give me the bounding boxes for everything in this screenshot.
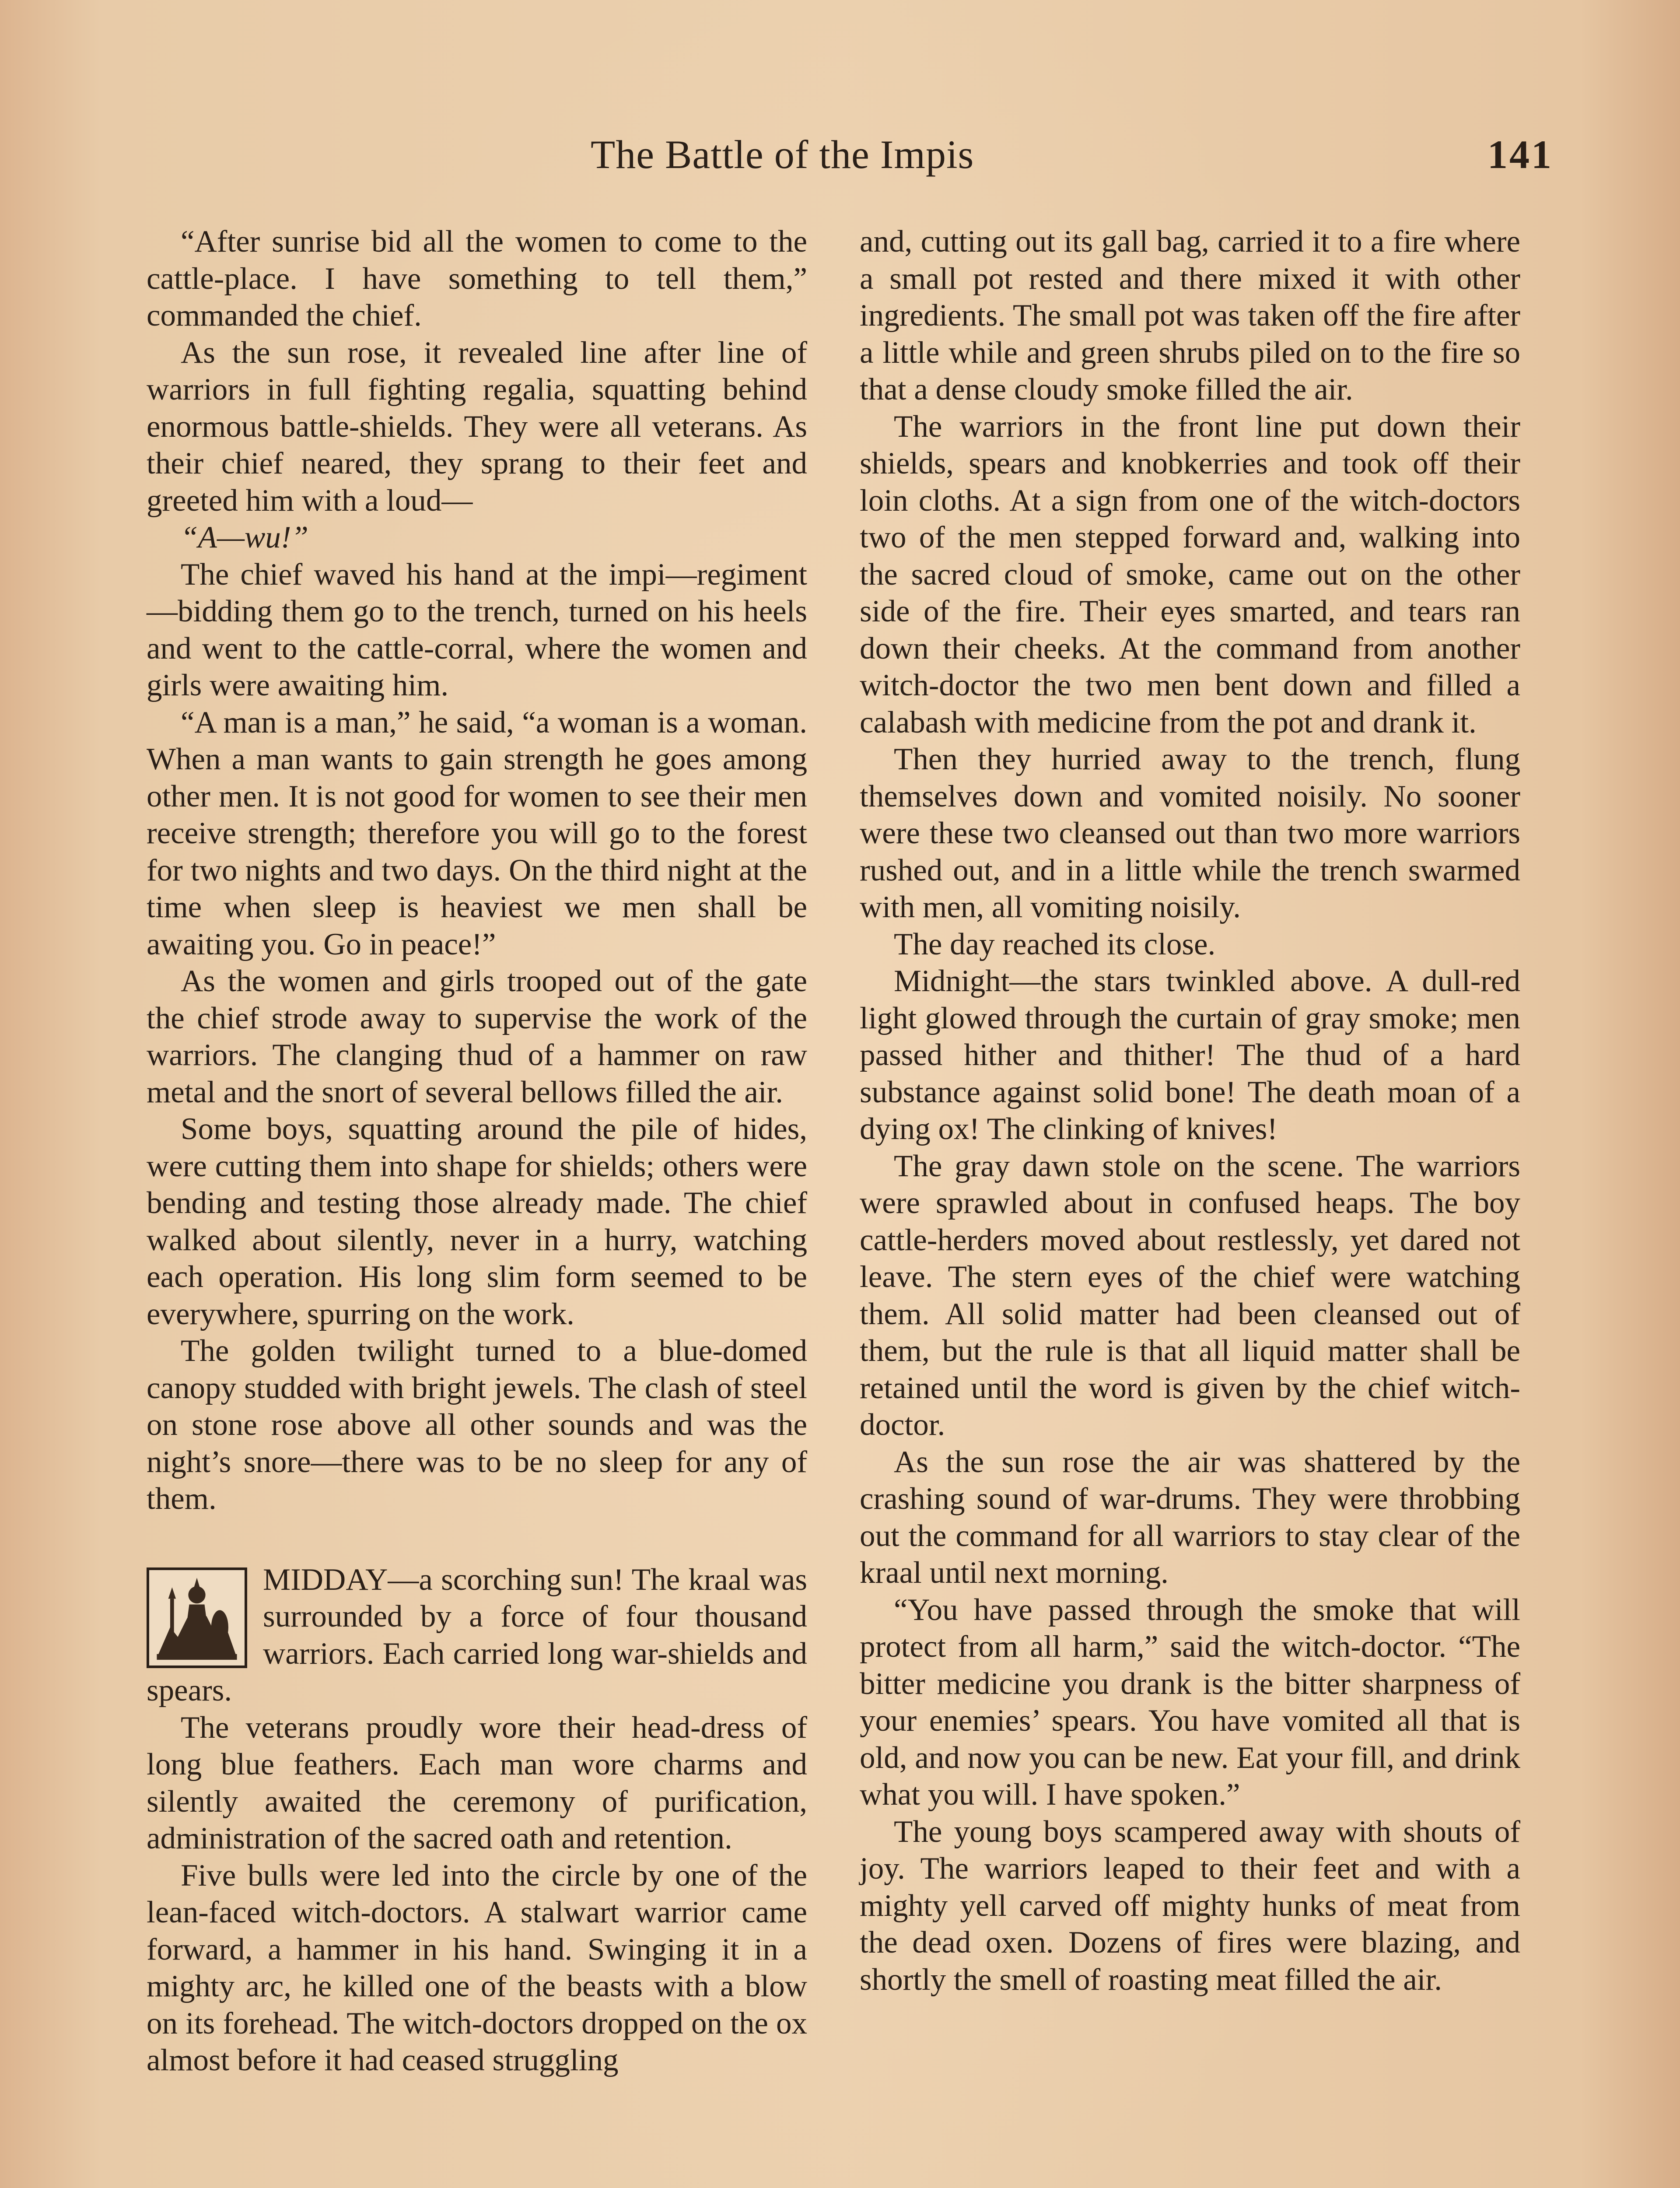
paragraph: The chief waved his hand at the impi—regiment—bidding them go to the trench, turned on his heels and went to the cattle-corral, where the women and girls were awaiting him. (147, 557, 807, 702)
paragraph: As the sun rose, it revealed line after line of warriors in full fighting regalia, squatting behind enormous battle-shields. They were all veterans. As their chief neared, they sprang to their feet and greeted him with a loud— (147, 335, 807, 518)
running-title: The Battle of the Impis (591, 132, 974, 177)
paragraph: The gray dawn stole on the scene. The warriors were sprawled about in confused heaps. The boy cattle-herders moved about restlessly, yet dared not leave. The stern eyes of the chief were watching them. All solid matter had been cleansed out of them, but the rule is that all liquid matter shall be retained until the word is given by the chief witch-doctor. (860, 1149, 1520, 1442)
paragraph: Then they hurried away to the trench, flung themselves down and vomited noisily. No sooner were these two cleansed out than two more warriors rushed out, and in a little while the trench swarmed with men, all vomiting noisily. (860, 742, 1520, 924)
paragraph: Five bulls were led into the circle by one of the lean-faced witch-doctors. A stalwart warrior came forward, a hammer in his hand. Swinging it in a mighty arc, he killed one of the beasts with a blow on its forehead. The witch-doctors dropped on the ox almost before it had ceased struggling (147, 1858, 807, 2077)
section-opening-text: MIDDAY—a scorching sun! The kraal was surrounded by a force of four thousand warriors. Each carried long war-shields and spears. (147, 1562, 807, 1708)
paragraph: Midnight—the stars twinkled above. A dull-red light glowed through the curtain of gray smoke; men passed hither and thither! The thud of a hard substance against solid bone! The death moan of a dying ox! The clinking of knives! (860, 964, 1520, 1146)
paragraph: The young boys scampered away with shouts of joy. The warriors leaped to their feet and with a mighty yell carved off mighty hunks of meat from the dead oxen. Dozens of fires were blazing, and shortly the smell of roasting meat filled the air. (860, 1814, 1520, 1997)
paragraph: The veterans proudly wore their head-dress of long blue feathers. Each man wore charms and silently awaited the ceremony of purification, administration of the sacred oath and retention. (147, 1710, 807, 1855)
section-opening (147, 1561, 807, 1709)
paragraph: “A—wu!” (181, 520, 308, 554)
paragraph: The day reached its close. (894, 927, 1216, 961)
paragraph: As the women and girls trooped out of the gate the chief strode away to supervise the work of the warriors. The clanging thud of a hammer on raw metal and the snort of several bellows filled the air. (147, 964, 807, 1109)
paragraph: As the sun rose the air was shattered by the crashing sound of war-drums. They were throbbing out the command for all warriors to stay clear of the kraal until next morning. (860, 1445, 1520, 1590)
paragraph: The warriors in the front line put down their shields, spears and knobkerries and took off their loin cloths. At a sign from one of the witch-doctors two of the men stepped forward and, walking into the sacred cloud of smoke, came out on the other side of the fire. Their eyes smarted, and tears ran down their cheeks. At the command from another witch-doctor the two men bent down and filled a calabash with medicine from the pot and drank it. (860, 409, 1520, 740)
page-number: 141 (1488, 132, 1553, 177)
paragraph: Some boys, squatting around the pile of hides, were cutting them into shape for shields; others were bending and testing those already made. The chief walked about silently, never in a hurry, watching each operation. His long slim form seemed to be everywhere, spurring on the work. (147, 1112, 807, 1331)
paragraph: The golden twilight turned to a blue-domed canopy studded with bright jewels. The clash of steel on stone rose above all other sounds and was the night’s snore—there was to be no sleep for any of them. (147, 1334, 807, 1516)
paragraph: “A man is a man,” he said, “a woman is a woman. When a man wants to gain strength he goes among other men. It is not good for women to see their men receive strength; therefore you will go to the forest for two nights and two days. On the third night at the time when sleep is heaviest we men shall be awaiting you. Go in peace!” (147, 705, 807, 961)
paragraph: and, cutting out its gall bag, carried it to a fire where a small pot rested and there mixed it with other ingredients. The small pot was taken off the fire after a little while and green shrubs piled on to the fire so that a dense cloudy smoke filled the air. (860, 224, 1520, 407)
left-column (147, 223, 807, 2079)
right-column (860, 223, 1520, 1998)
page-header (569, 131, 1553, 188)
paragraph: “You have passed through the smoke that will protect from all harm,” said the witch-doctor. “The bitter medicine you drank is the bitter sharpness of your enemies’ spears. You have vomited all that is old, and now you can be new. Eat your fill, and drink what you will. I have spoken.” (860, 1592, 1520, 1812)
paragraph: “After sunrise bid all the women to come to the cattle-place. I have something to tell them,” commanded the chief. (147, 224, 807, 333)
section-break (147, 1518, 807, 1561)
warrior-figure-icon (147, 1567, 247, 1668)
